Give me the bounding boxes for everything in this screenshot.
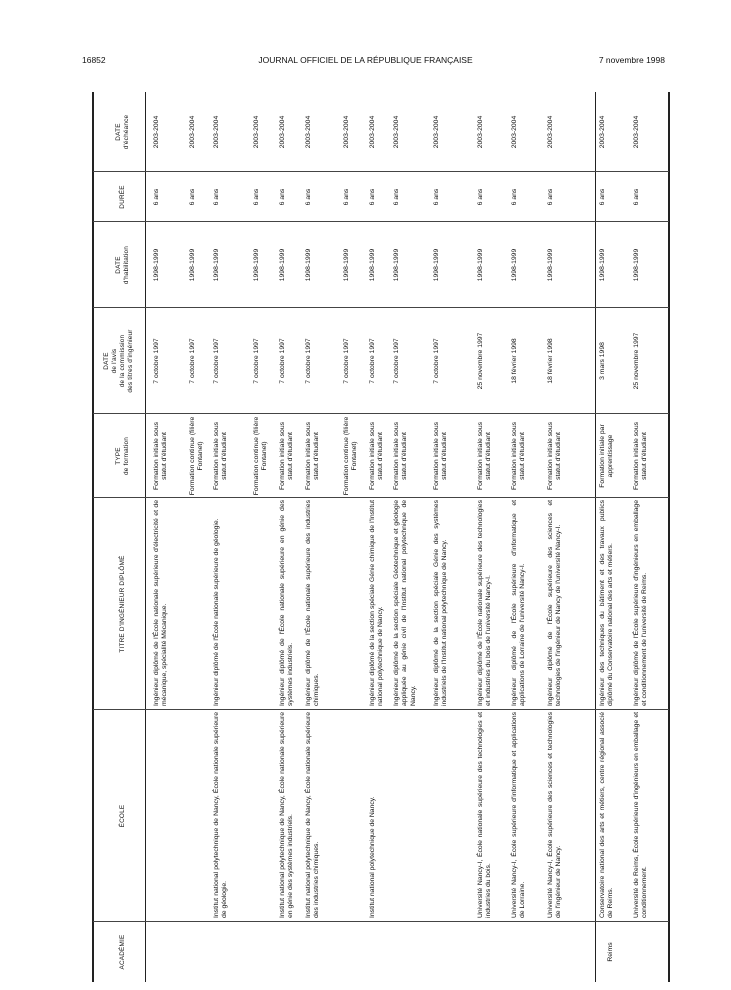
- header-academie: ACADÉMIE: [119, 934, 126, 970]
- row-habil: 1998-1999: [599, 248, 606, 282]
- row-duree: 6 ans: [153, 188, 160, 206]
- header-duree: DURÉE: [119, 185, 126, 209]
- header-type-line2: de formation: [123, 437, 130, 475]
- row-type: Formation initiale sous statut d'étudiant: [305, 422, 321, 490]
- header-titre: TITRE D'INGÉNIEUR DIPLÔMÉ: [119, 555, 126, 653]
- row-habil: 1998-1999: [253, 248, 260, 282]
- row-duree: 6 ans: [213, 188, 220, 206]
- row-echeance: 2003-2004: [279, 115, 286, 149]
- row-duree: 6 ans: [599, 188, 606, 206]
- row-habil: 1998-1999: [433, 248, 440, 282]
- row-duree: 6 ans: [253, 188, 260, 206]
- row-echeance: 2003-2004: [189, 115, 196, 149]
- header-echeance: [115, 92, 131, 172]
- row-habil: 1998-1999: [213, 248, 220, 282]
- row-duree: 6 ans: [279, 188, 286, 206]
- column-rule: [93, 497, 669, 498]
- row-avis: 7 octobre 1997: [393, 338, 400, 384]
- row-titre: Ingénieur diplômé de l'École supérieure d'ingénieurs en emballage et conditionnement de l'université de Reims.: [633, 500, 649, 706]
- row-avis: 7 octobre 1997: [153, 338, 160, 384]
- row-type: Formation initiale par apprentissage: [599, 424, 615, 488]
- header-type: [115, 414, 131, 498]
- row-avis: 7 octobre 1997: [213, 338, 220, 384]
- row-type: Formation initiale sous statut d'étudiant: [153, 422, 169, 490]
- row-duree: 6 ans: [547, 188, 554, 206]
- row-ecole: Institut national polytechnique de Nancy.: [369, 796, 376, 918]
- issue-date: 7 novembre 1998: [598, 55, 665, 65]
- row-avis: 25 novembre 1997: [633, 332, 640, 390]
- row-echeance: 2003-2004: [393, 115, 400, 149]
- row-habil: 1998-1999: [633, 248, 640, 282]
- row-duree: 6 ans: [511, 188, 518, 206]
- row-habil: 1998-1999: [369, 248, 376, 282]
- row-ecole: Institut national polytechnique de Nancy, École nationale supérieure en génie des systèmes industriels.: [279, 712, 295, 918]
- journal-title: JOURNAL OFFICIEL DE LA RÉPUBLIQUE FRANÇAISE: [258, 55, 473, 65]
- row-ecole: Université Nancy-I, École supérieure des sciences et technologies de l'ingénieur de Nancy.: [547, 712, 563, 918]
- row-avis: 7 octobre 1997: [279, 338, 286, 384]
- row-titre: Ingénieur diplômé de l'École nationale supérieure de géologie.: [213, 518, 220, 706]
- row-ecole: Université de Reims, École supérieure d'ingénieurs en emballage et conditionnement.: [633, 712, 649, 918]
- header-habil-line1: DATE: [115, 256, 122, 274]
- row-echeance: 2003-2004: [511, 115, 518, 149]
- row-type: Formation initiale sous statut d'étudiant: [511, 422, 527, 490]
- row-habil: 1998-1999: [279, 248, 286, 282]
- row-echeance: 2003-2004: [433, 115, 440, 149]
- row-avis: 18 février 1998: [547, 338, 554, 384]
- column-rule: [93, 221, 669, 222]
- page-header: [0, 55, 731, 71]
- row-type: Formation initiale sous statut d'étudiant: [369, 422, 385, 490]
- decree-table: [93, 92, 669, 982]
- row-titre: Ingénieur des techniques du bâtiment et des travaux publics diplômé du Conservatoire national des arts et métiers.: [599, 500, 615, 706]
- header-ecole: ÉCOLE: [119, 804, 126, 828]
- row-titre: Ingénieur diplômé de l'École nationale supérieure des industries chimiques.: [305, 500, 321, 706]
- header-avis-line3: de la commission: [119, 334, 126, 388]
- table-top-rule: [93, 92, 94, 982]
- row-duree: 6 ans: [369, 188, 376, 206]
- row-echeance: 2003-2004: [253, 115, 260, 149]
- row-avis: 25 novembre 1997: [477, 332, 484, 390]
- row-titre: Ingénieur diplômé de l'École nationale supérieure des technologies et industries du bois de l'université Nancy-I.: [477, 500, 493, 706]
- row-echeance: 2003-2004: [477, 115, 484, 149]
- row-duree: 6 ans: [189, 188, 196, 206]
- header-habilitation: [115, 222, 131, 308]
- header-type-line1: TYPE: [115, 447, 122, 465]
- row-type: Formation initiale sous statut d'étudiant: [279, 422, 295, 490]
- row-avis: 7 octobre 1997: [305, 338, 312, 384]
- row-ecole: Conservatoire national des arts et métiers, centre régional associé de Reims.: [599, 712, 615, 918]
- row-echeance: 2003-2004: [547, 115, 554, 149]
- row-echeance: 2003-2004: [305, 115, 312, 149]
- header-avis: [103, 308, 135, 414]
- row-echeance: 2003-2004: [369, 115, 376, 149]
- column-rule: [93, 921, 669, 922]
- header-avis-line2: de l'avis: [111, 348, 118, 374]
- column-rule: [93, 709, 669, 710]
- row-duree: 6 ans: [343, 188, 350, 206]
- row-titre: Ingénieur diplômé de l'École nationale supérieure en génie des systèmes industriels.: [279, 500, 295, 706]
- row-habil: 1998-1999: [343, 248, 350, 282]
- row-avis: 7 octobre 1997: [253, 338, 260, 384]
- row-avis: 3 mars 1998: [599, 342, 606, 380]
- row-type: Formation initiale sous statut d'étudiant: [433, 422, 449, 490]
- row-titre: Ingénieur diplômé de l'École supérieure d'informatique et applications de Lorraine de l'université Nancy-I.: [511, 500, 527, 706]
- header-habil-line2: d'habilitation: [123, 245, 130, 285]
- row-habil: 1998-1999: [511, 248, 518, 282]
- row-ecole: Institut national polytechnique de Nancy, École nationale supérieure de géologie.: [213, 712, 229, 918]
- row-echeance: 2003-2004: [343, 115, 350, 149]
- row-avis: 18 février 1998: [511, 338, 518, 384]
- row-avis: 7 octobre 1997: [189, 338, 196, 384]
- row-echeance: 2003-2004: [633, 115, 640, 149]
- header-avis-line1: DATE: [103, 352, 110, 370]
- column-rule: [93, 413, 669, 414]
- header-echeance-line2: d'échéance: [123, 114, 130, 150]
- row-ecole: Institut national polytechnique de Nancy, École nationale supérieure des industries chimiques.: [305, 712, 321, 918]
- row-echeance: 2003-2004: [153, 115, 160, 149]
- row-type: Formation initiale sous statut d'étudiant: [213, 422, 229, 490]
- row-titre: Ingénieur diplômé de la section spéciale Géotechnique et géologie appliquée au génie civil de l'Institut national polytechnique de Nancy.: [393, 500, 417, 706]
- rotated-table-frame: [92, 92, 670, 982]
- row-type: Formation continue (filière Fontanet): [343, 416, 359, 496]
- header-avis-line4: des titres d'ingénieur: [127, 329, 134, 393]
- row-ecole: Université Nancy-I, École nationale supérieure des technologies et industries du bois.: [477, 712, 493, 918]
- row-titre: Ingénieur diplômé de l'École nationale supérieure d'électricité et de mécanique, spécialité Mécanique.: [153, 500, 169, 706]
- academie-reims: Reims: [607, 942, 614, 962]
- row-type: Formation initiale sous statut d'étudiant: [477, 422, 493, 490]
- row-habil: 1998-1999: [477, 248, 484, 282]
- column-rule: [93, 171, 669, 172]
- row-duree: 6 ans: [393, 188, 400, 206]
- column-rule: [93, 307, 669, 308]
- row-titre: Ingénieur diplômé de la section spéciale Génie des systèmes industriels de l'Institut national polytechnique de Nancy.: [433, 500, 449, 706]
- academy-separator-rule: [595, 92, 596, 982]
- row-type: Formation continue (filière Fontanet): [189, 416, 205, 496]
- row-type: Formation initiale sous statut d'étudiant: [633, 422, 649, 490]
- row-habil: 1998-1999: [393, 248, 400, 282]
- table-bottom-rule: [668, 92, 669, 982]
- row-type: Formation continue (filière Fontanet): [253, 416, 269, 496]
- row-habil: 1998-1999: [153, 248, 160, 282]
- row-avis: 7 octobre 1997: [343, 338, 350, 384]
- row-habil: 1998-1999: [547, 248, 554, 282]
- header-echeance-line1: DATE: [115, 123, 122, 141]
- page-number: 16852: [82, 55, 106, 65]
- row-avis: 7 octobre 1997: [369, 338, 376, 384]
- row-titre: Ingénieur diplômé de l'École supérieure des sciences et technologies de l'ingénieur de Nancy de l'université Nancy-I.: [547, 500, 563, 706]
- row-duree: 6 ans: [433, 188, 440, 206]
- row-duree: 6 ans: [305, 188, 312, 206]
- row-duree: 6 ans: [477, 188, 484, 206]
- row-echeance: 2003-2004: [213, 115, 220, 149]
- row-habil: 1998-1999: [305, 248, 312, 282]
- row-ecole: Université Nancy-I, École supérieure d'informatique et applications de Lorraine.: [511, 712, 527, 918]
- row-titre: Ingénieur diplômé de la section spéciale Génie chimique de l'Institut national polytechnique de Nancy.: [369, 500, 385, 706]
- header-bottom-rule: [145, 92, 146, 982]
- row-echeance: 2003-2004: [599, 115, 606, 149]
- row-habil: 1998-1999: [189, 248, 196, 282]
- row-avis: 7 octobre 1997: [433, 338, 440, 384]
- row-duree: 6 ans: [633, 188, 640, 206]
- row-type: Formation initiale sous statut d'étudiant: [547, 422, 563, 490]
- row-type: Formation initiale sous statut d'étudiant: [393, 422, 409, 490]
